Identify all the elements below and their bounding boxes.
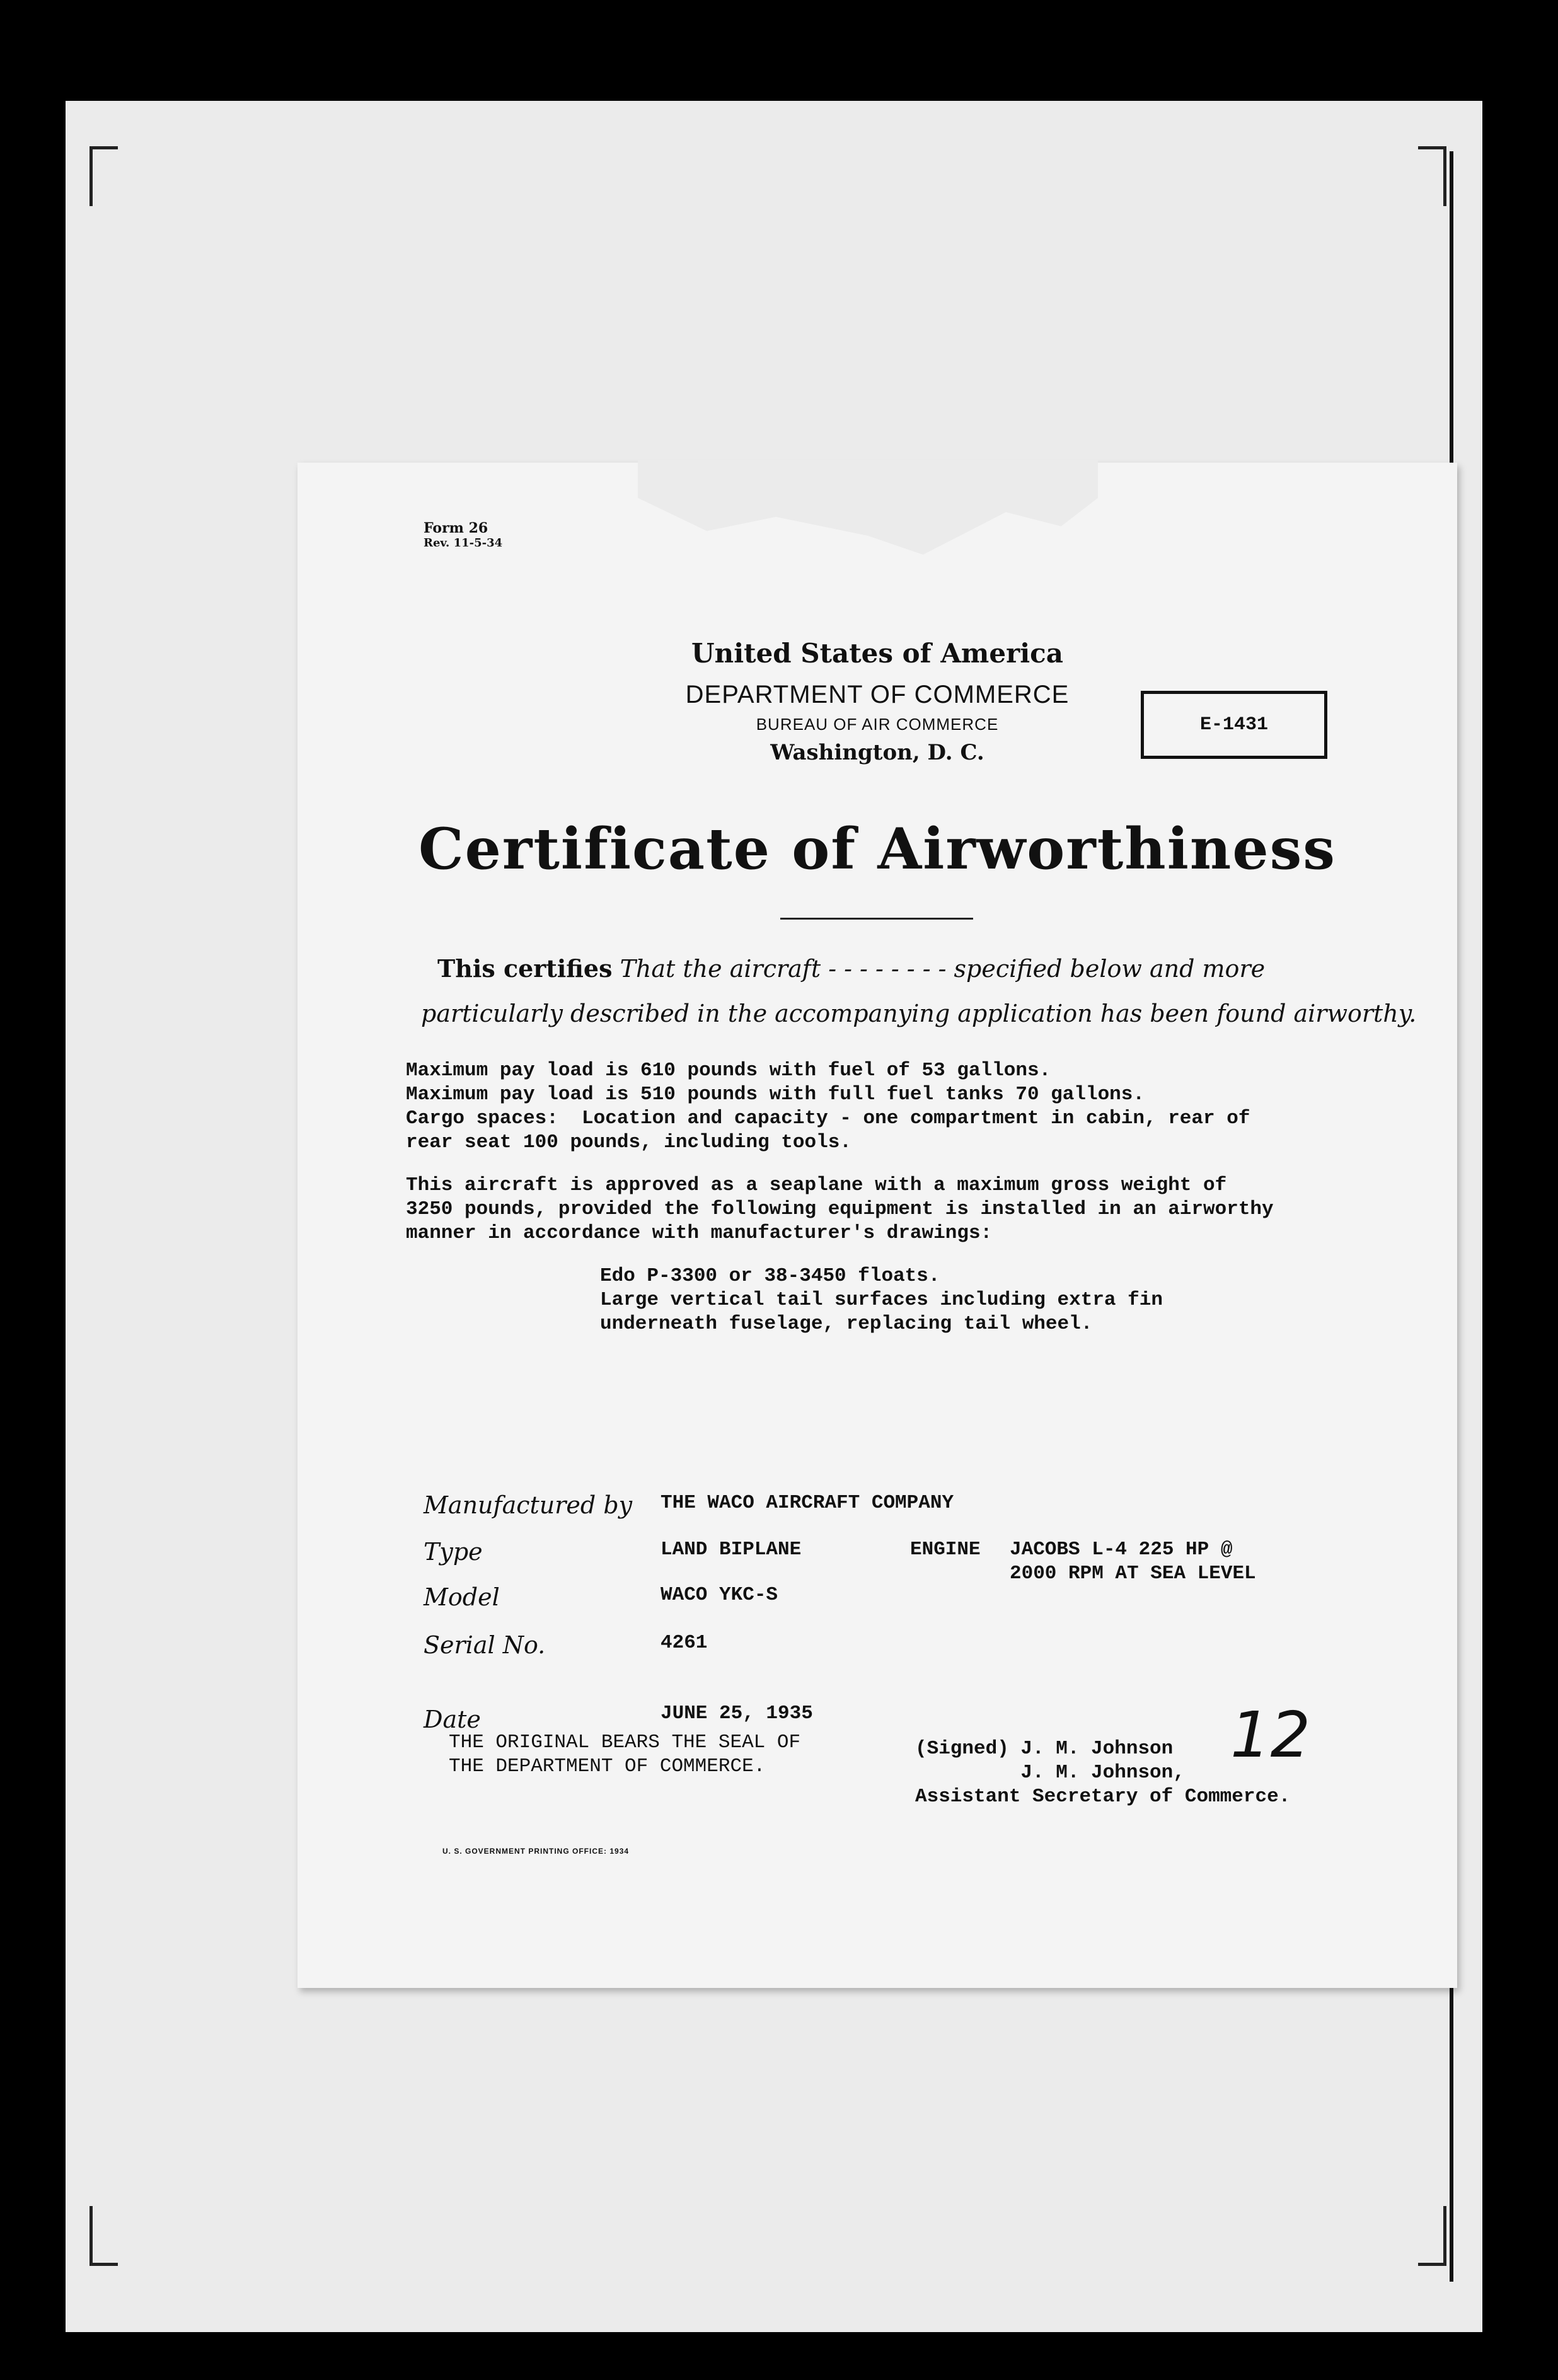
certificate-number-box	[1141, 691, 1327, 759]
city-heading: Washington, D. C.	[770, 740, 984, 765]
frame-corner-mark	[89, 2206, 118, 2266]
form-number-label: Form 26	[424, 520, 488, 536]
seaplane-paragraph: This aircraft is approved as a seaplane with a maximum gross weight of 3250 pounds, provided the following equipment is installed in an airworthy manner in accordance with manufacturer's drawings:	[406, 1174, 1274, 1244]
model-value: WACO YKC-S	[661, 1584, 778, 1606]
type-value: LAND BIPLANE	[661, 1539, 802, 1561]
intro-line-1	[437, 954, 1265, 983]
printer-imprint: U. S. GOVERNMENT PRINTING OFFICE: 1934	[442, 1847, 630, 1856]
signature-block: (Signed) J. M. Johnson J. M. Johnson, Assistant Secretary of Commerce.	[915, 1738, 1291, 1808]
equipment-list: Edo P-3300 or 38-3450 floats. Large vertical tail surfaces including extra fin underneath fuselage, replacing tail wheel.	[600, 1265, 1163, 1335]
certificate-number: E-1431	[1199, 714, 1269, 736]
country-heading: United States of America	[691, 638, 1063, 669]
title-divider	[780, 918, 973, 920]
department-heading: DEPARTMENT OF COMMERCE	[685, 681, 1070, 708]
certificate-paper	[297, 463, 1457, 1988]
serial-label: Serial No.	[424, 1631, 546, 1659]
torn-edge	[638, 460, 1098, 555]
intro-line-2: particularly described in the accompanying application has been found airworthy.	[421, 1000, 1417, 1027]
certificate-title: Certificate of Airworthiness	[418, 816, 1336, 882]
intro-lead: This certifies	[437, 954, 613, 983]
handwritten-number: 12	[1230, 1698, 1311, 1772]
payload-paragraph: Maximum pay load is 610 pounds with fuel of 53 gallons. Maximum pay load is 510 pounds with full fuel tanks 70 gallons. Cargo spaces: Location and capacity - one compartment in cabin, rear of rear seat 100 pounds, including tools.	[406, 1060, 1250, 1153]
intro-text-1: That the aircraft - - - - - - - - specified below and more	[612, 955, 1266, 983]
date-value: JUNE 25, 1935	[661, 1702, 813, 1724]
frame-corner-mark	[1418, 146, 1446, 206]
manufacturer-value: THE WACO AIRCRAFT COMPANY	[661, 1492, 954, 1514]
bureau-heading: BUREAU OF AIR COMMERCE	[756, 715, 999, 734]
frame-corner-mark	[89, 146, 118, 206]
seal-note: THE ORIGINAL BEARS THE SEAL OF THE DEPARTMENT OF COMMERCE.	[449, 1731, 801, 1777]
date-label: Date	[424, 1706, 481, 1733]
serial-value: 4261	[661, 1632, 708, 1654]
frame-corner-mark	[1418, 2206, 1446, 2266]
engine-label: ENGINE	[910, 1539, 981, 1561]
form-number	[424, 521, 502, 551]
form-revision-label: Rev. 11-5-34	[424, 536, 503, 550]
model-label: Model	[424, 1583, 500, 1611]
engine-value: JACOBS L-4 225 HP @ 2000 RPM AT SEA LEVEL	[1010, 1539, 1256, 1585]
manufactured-by-label: Manufactured by	[424, 1491, 633, 1519]
type-label: Type	[424, 1538, 483, 1566]
